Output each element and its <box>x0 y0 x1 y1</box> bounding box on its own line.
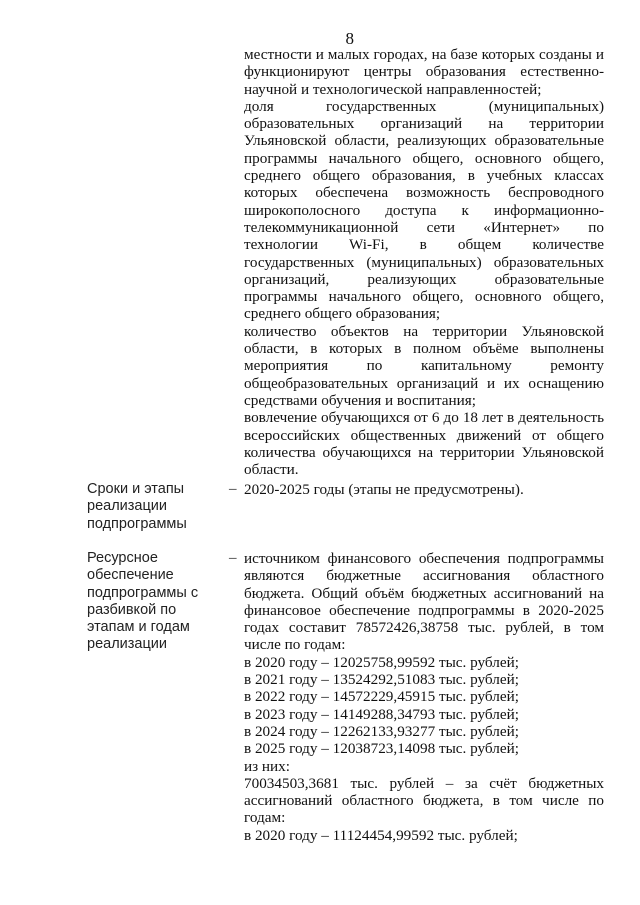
of-them-label: из них: <box>244 757 290 775</box>
year-allocation: в 2025 году – 12038723,14098 тыс. рублей; <box>244 740 519 758</box>
goals-paragraph: доля государственных (муниципальных) образовательных организаций на территории Ульяновской области, реализующих образовательные программы начального общего, основного общего, среднего общего образования, в учебных классах которых обеспечена возможность беспроводного широкополосного доступа к информационно-телекоммуникационной сети «Интернет» по технологии Wi-Fi, в общем количестве государственных (муниципальных) образовательных организаций, реализующих образовательные программы начального общего, основного общего, среднего общего образования; <box>244 97 604 323</box>
resources-label: Ресурсное обеспечение подпрограммы с разбивкой по этапам и годам реализации <box>87 550 199 653</box>
resources-block <box>244 550 604 844</box>
regional-year-allocation: в 2020 году – 11124454,99592 тыс. рублей; <box>244 826 518 844</box>
year-allocation: в 2023 году – 14149288,34793 тыс. рублей; <box>244 705 519 723</box>
terms-dash: – <box>229 481 237 497</box>
year-allocation: в 2022 году – 14572229,45915 тыс. рублей; <box>244 688 519 706</box>
goals-block <box>244 46 604 478</box>
resources-intro: источником финансового обеспечения подпрограммы являются бюджетные ассигнования областного бюджета. Общий объём бюджетных ассигнований на финансовое обеспечение подпрограммы в 2020-2025 годах составит 78572426,38758 тыс. рублей, в том числе по годам: <box>244 550 604 654</box>
terms-label: Сроки и этапы реализации подпрограммы <box>87 481 187 532</box>
regional-budget-text: 70034503,3681 тыс. рублей – за счёт бюджетных ассигнований областного бюджета, в том числе по годам: <box>244 774 604 827</box>
goals-paragraph: местности и малых городах, на базе которых созданы и функционируют центры образования естественно-научной и технологической направленностей; <box>244 46 604 98</box>
year-allocation: в 2024 году – 12262133,93277 тыс. рублей; <box>244 722 519 740</box>
goals-paragraph: количество объектов на территории Ульяновской области, в которых в полном объёме выполнены мероприятия по капитальному ремонту общеобразовательных организаций и их оснащению средствами обучения и воспитания; <box>244 322 604 409</box>
terms-value: 2020-2025 годы (этапы не предусмотрены). <box>244 481 524 498</box>
year-allocation: в 2021 году – 13524292,51083 тыс. рублей; <box>244 671 519 689</box>
year-allocation: в 2020 году – 12025758,99592 тыс. рублей; <box>244 653 519 671</box>
page-number: 8 <box>345 29 355 48</box>
goals-paragraph: вовлечение обучающихся от 6 до 18 лет в деятельность всероссийских общественных движений от общего количества обучающихся на территории Ульяновской области. <box>244 409 604 479</box>
resources-dash: – <box>229 550 237 566</box>
